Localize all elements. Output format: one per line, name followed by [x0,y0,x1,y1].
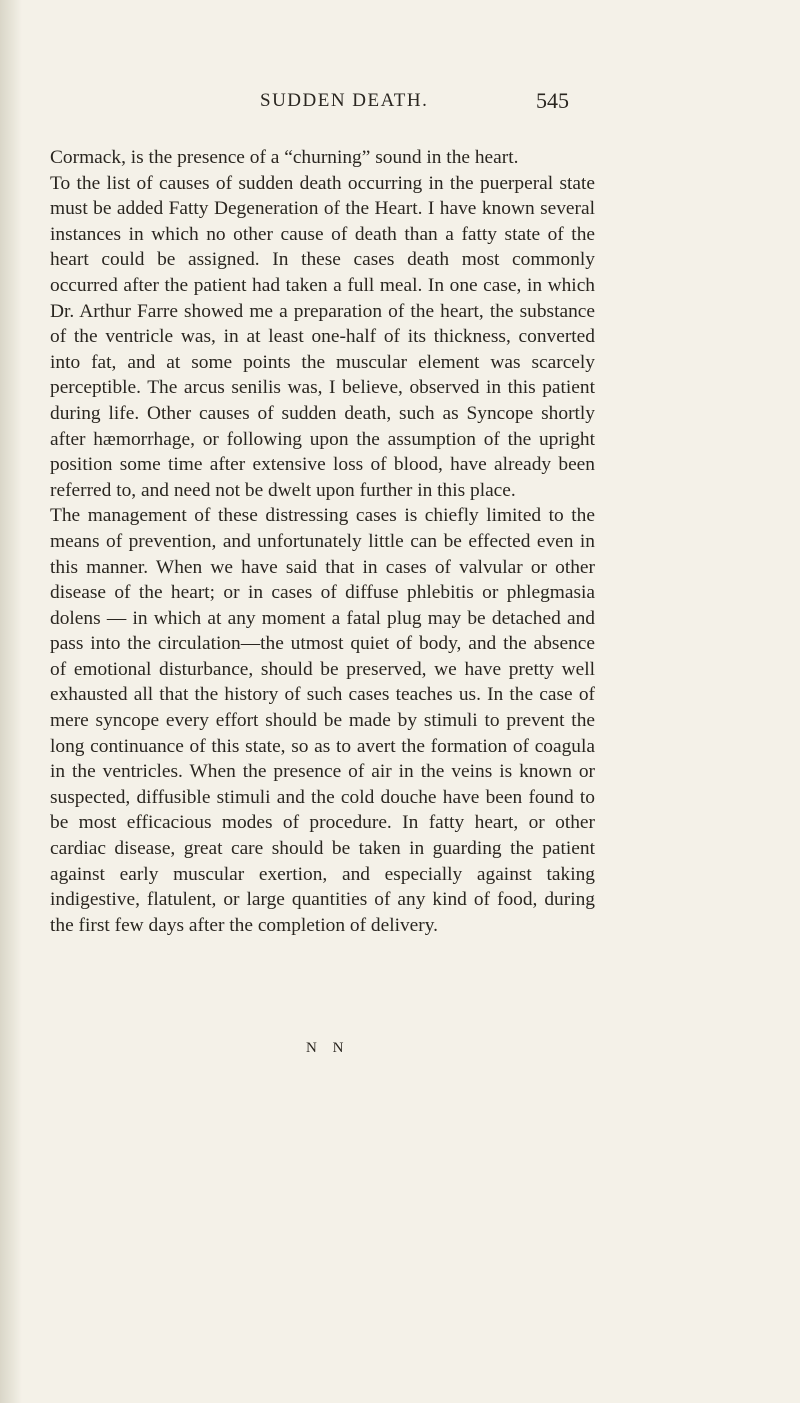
paragraph: To the list of causes of sudden death occurring in the puerperal state must be added Fatty Degeneration of the Heart. I have known several instances in which no other cause of death than a fatty state of the heart could be assigned. In these cases death most commonly occurred after the patient had taken a full meal. In one case, in which Dr. Arthur Farre showed me a preparation of the heart, the substance of the ventricle was, in at least one-half of its thickness, converted into fat, and at some points the muscular element was scarcely perceptible. The arcus senilis was, I believe, observed in this patient during life. Other causes of sudden death, such as Syncope shortly after hæmorrhage, or following upon the assumption of the upright position some time after extensive loss of blood, have already been referred to, and need not be dwelt upon further in this place. [50,172,595,501]
paragraph: Cormack, is the presence of a “churning” sound in the heart. [50,147,519,168]
body-text [50,145,595,938]
running-title: SUDDEN DEATH. [260,90,429,111]
page-number: 545 [536,88,569,113]
paragraph: The management of these distressing cases is chiefly limited to the means of prevention, and unfortunately little can be effected even in this manner. When we have said that in cases of valvular or other disease of the heart; or in cases of diffuse phlebitis or phlegmasia dolens — in which at any moment a fatal plug may be detached and pass into the circulation—the utmost quiet of body, and the absence of emotional disturbance, should be preserved, we have pretty well exhausted all that the history of such cases teaches us. In the case of mere syncope every effort should be made by stimuli to prevent the long continuance of this state, so as to avert the formation of coagula in the ventricles. When the presence of air in the veins is known or suspected, diffusible stimuli and the cold douche have been found to be most efficacious modes of procedure. In fatty heart, or other cardiac disease, great care should be taken in guarding the patient against early muscular exertion, and especially against taking indigestive, flatulent, or large quantities of any kind of food, during the first few days after the completion of delivery. [50,505,595,936]
signature-mark: N N [306,1040,350,1056]
page-binding-edge [0,0,22,1403]
page-header [0,90,800,120]
